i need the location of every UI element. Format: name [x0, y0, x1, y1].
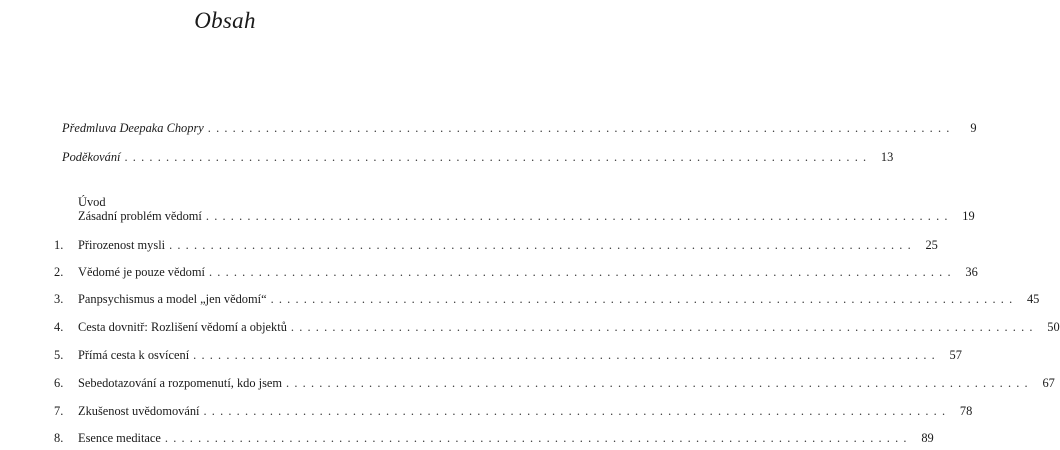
- toc-entry-page: 36: [965, 265, 978, 279]
- toc-entry-label: Předmluva Deepaka Chopry: [62, 121, 204, 135]
- toc-entry-chapter-7[interactable]: [54, 403, 973, 419]
- leader-dots: ..........................................................................................: [290, 320, 1038, 334]
- leader-dots: ..........................................................................................: [203, 404, 951, 418]
- toc-entry-page: 9: [970, 121, 977, 135]
- toc-entry-page: 25: [925, 238, 938, 252]
- toc-entry-page: 57: [949, 348, 962, 362]
- chapter-number: 6.: [54, 376, 64, 390]
- toc-entry-chapter-6[interactable]: [54, 375, 1055, 391]
- toc-entry-acknowledgements[interactable]: [54, 149, 894, 165]
- toc-entry-label: Panpsychismus a model „jen vědomí“: [78, 292, 267, 306]
- toc-entry-label: Zásadní problém vědomí: [78, 209, 202, 223]
- toc-entry-page: 67: [1042, 376, 1055, 390]
- chapter-number: 5.: [54, 348, 64, 362]
- chapter-number: 4.: [54, 320, 64, 334]
- chapter-number: 2.: [54, 265, 64, 279]
- toc-entry-page: 45: [1026, 292, 1040, 306]
- toc-entry-intro[interactable]: [54, 208, 975, 224]
- leader-dots: ..........................................................................................: [164, 431, 912, 445]
- toc-entry-foreword[interactable]: [54, 120, 977, 136]
- leader-dots: ..........................................................................................: [193, 348, 940, 362]
- toc-entry-page: 89: [921, 431, 934, 445]
- page-title: Obsah: [194, 8, 256, 33]
- toc-entry-page: 13: [880, 150, 894, 164]
- toc-entry-label: Sebedotazování a rozpomenutí, kdo jsem: [78, 376, 283, 390]
- leader-dots: ..........................................................................................: [286, 376, 1033, 390]
- toc-entry-label: Cesta dovnitř: Rozlišení vědomí a objektů: [78, 320, 287, 334]
- toc-entry-chapter-1[interactable]: [54, 237, 938, 253]
- toc-entry-page: 19: [962, 209, 975, 223]
- toc-entry-chapter-5[interactable]: [54, 347, 962, 363]
- chapter-number: 3.: [54, 292, 64, 306]
- leader-dots: ..........................................................................................: [205, 209, 953, 223]
- toc-intro-heading: Úvod: [78, 195, 106, 209]
- toc-entry-label: Poděkování: [62, 150, 121, 164]
- chapter-number: 7.: [54, 404, 64, 418]
- toc-entry-label: Přímá cesta k osvícení: [78, 348, 190, 362]
- toc-entry-label: Zkušenost uvědomování: [78, 404, 200, 418]
- leader-dots: ..........................................................................................: [207, 121, 955, 135]
- chapter-number: 1.: [54, 238, 64, 252]
- toc-entry-chapter-2[interactable]: [54, 264, 978, 280]
- toc-entry-label: Esence meditace: [78, 431, 161, 445]
- leader-dots: ..........................................................................................: [208, 265, 956, 279]
- toc-entry-label: Vědomé je pouze vědomí: [78, 265, 205, 279]
- toc-entry-chapter-3[interactable]: [54, 291, 1040, 307]
- chapter-number: 8.: [54, 431, 64, 445]
- leader-dots: ..........................................................................................: [270, 292, 1018, 306]
- toc-entry-page: 50: [1047, 320, 1060, 334]
- toc-entry-chapter-8[interactable]: [54, 430, 934, 446]
- leader-dots: ..........................................................................................: [169, 238, 916, 252]
- toc-entry-chapter-4[interactable]: [54, 319, 1060, 335]
- toc-entry-label: Přirozenost mysli: [78, 238, 166, 252]
- toc-entry-page: 78: [959, 404, 973, 418]
- leader-dots: ..........................................................................................: [124, 150, 872, 164]
